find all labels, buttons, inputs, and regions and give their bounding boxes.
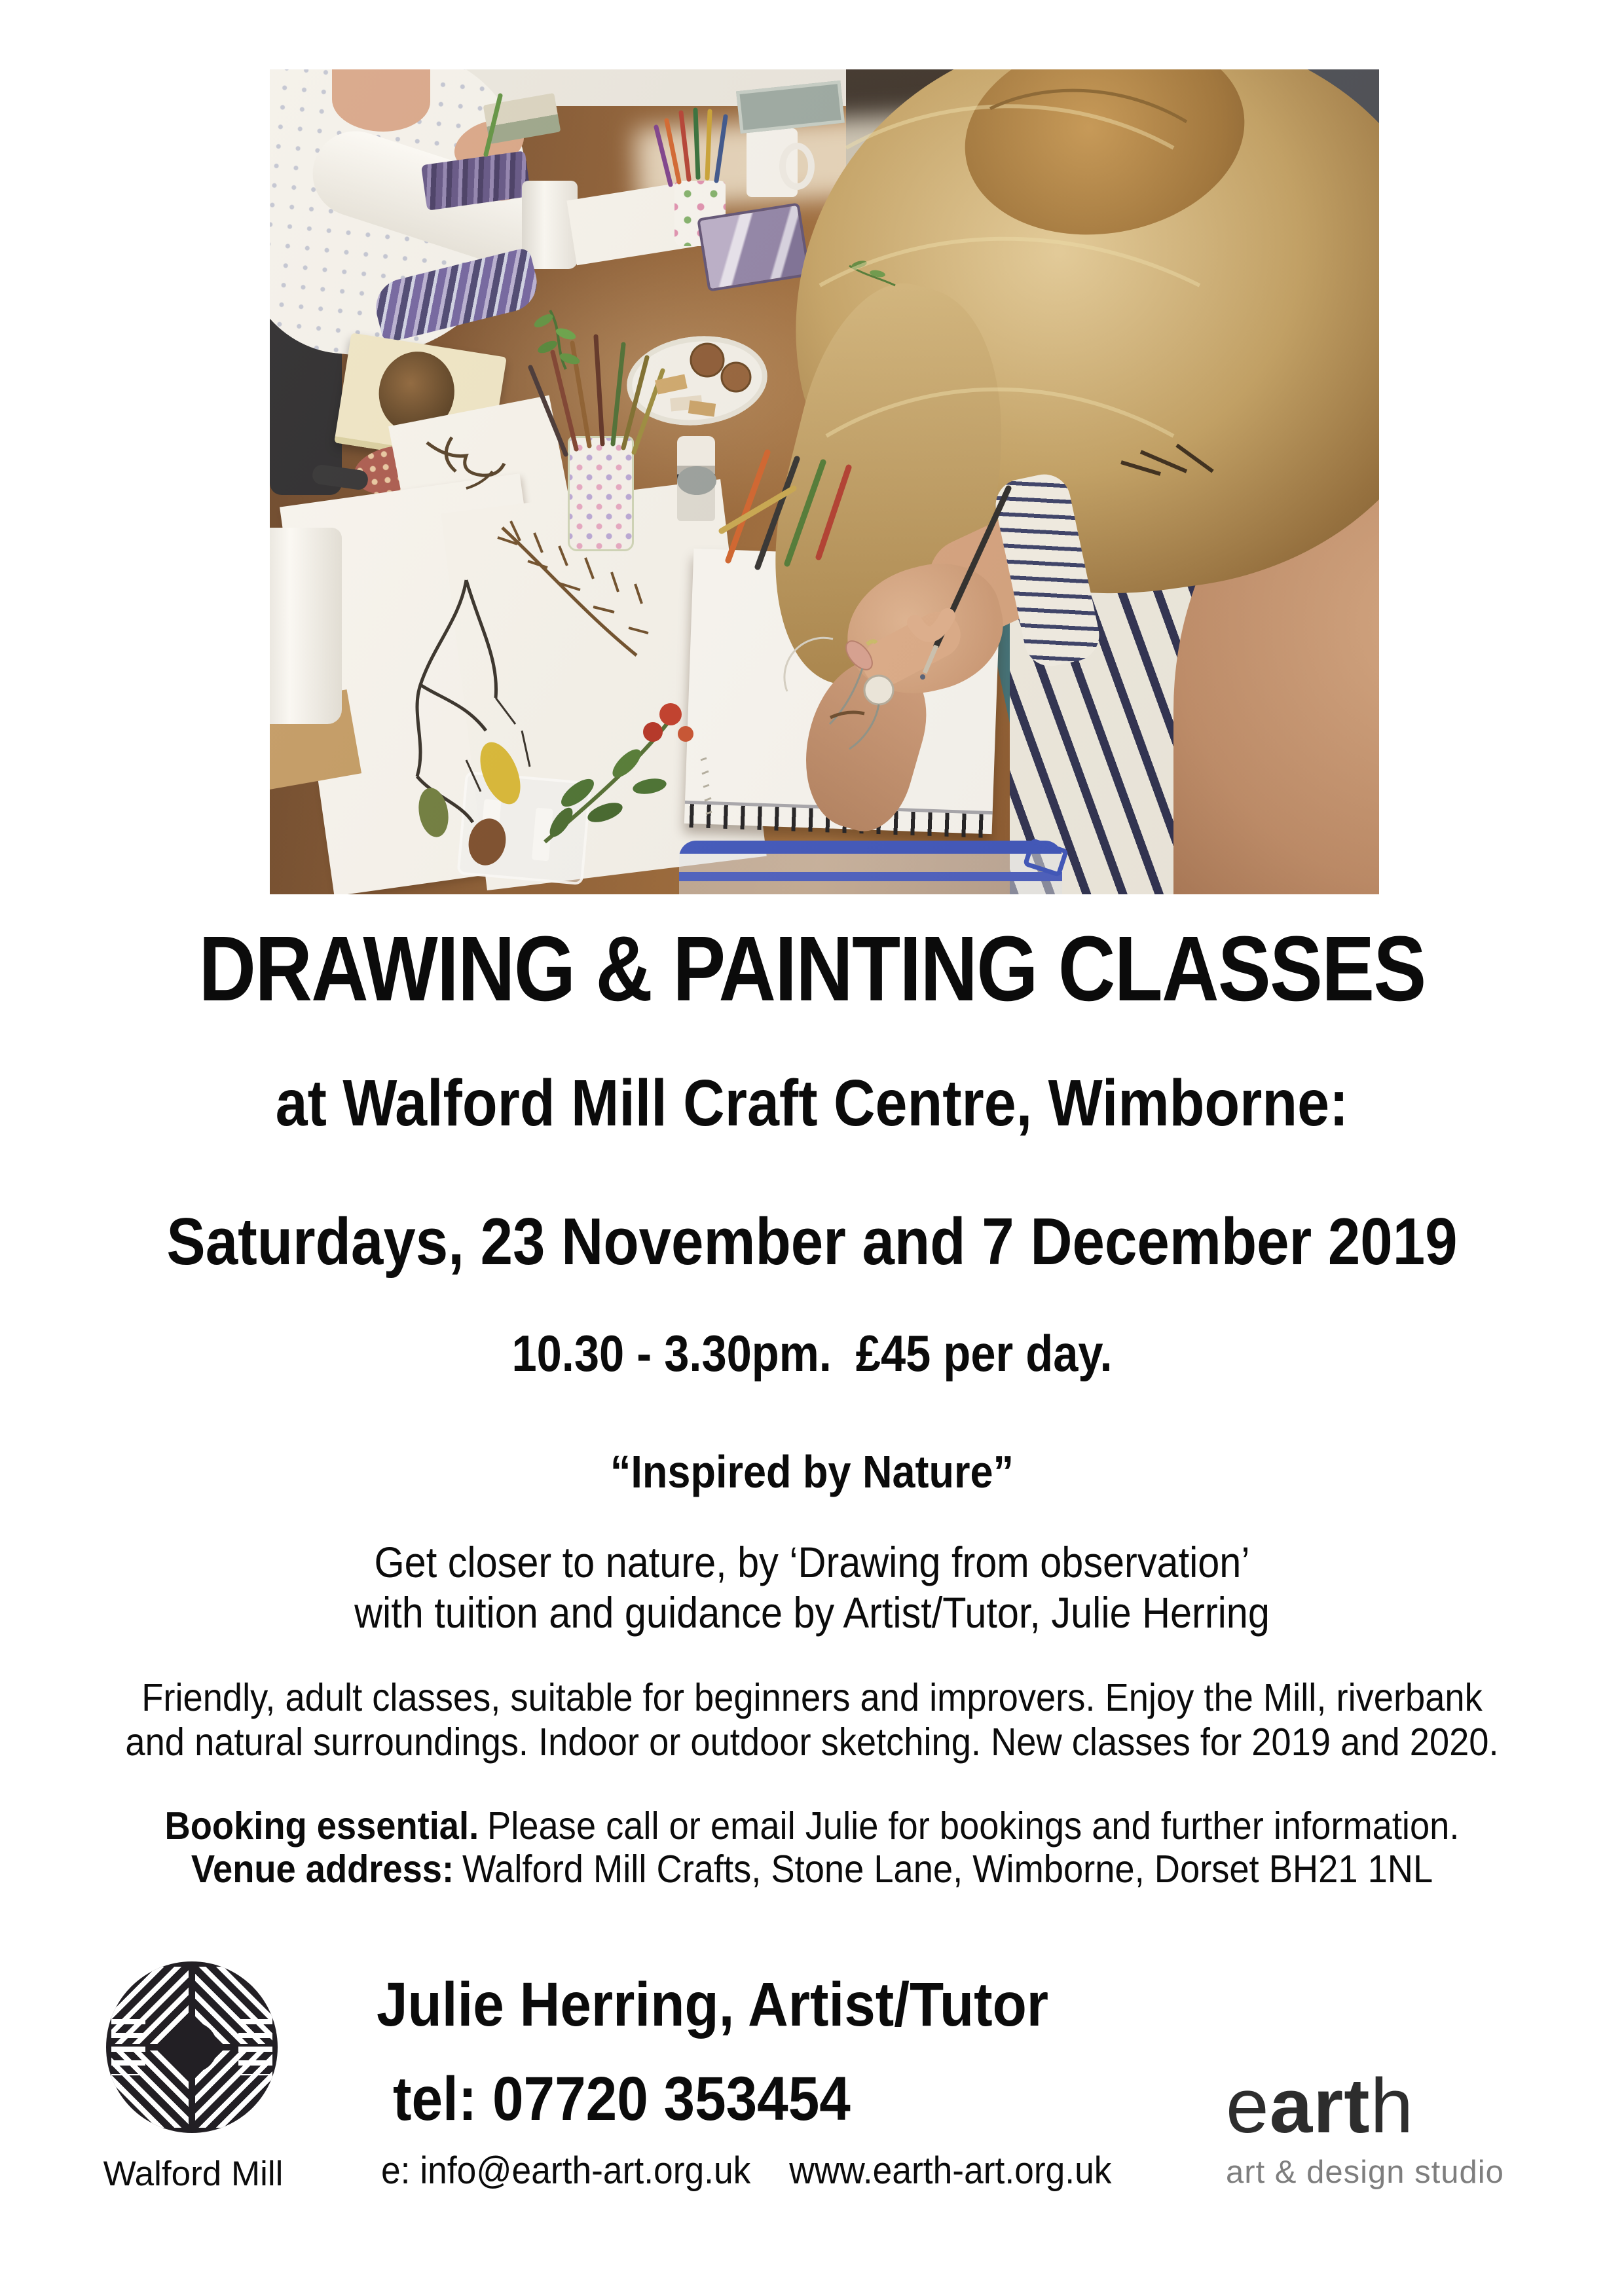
time-text: 10.30 - 3.30pm. — [511, 1324, 832, 1382]
rose-stem-specimen — [545, 703, 693, 842]
left-student-pencil — [486, 96, 500, 155]
earth-logo — [1226, 2063, 1504, 2191]
brown-leaf — [464, 815, 510, 869]
contact-line — [381, 2149, 1111, 2193]
price-text: £45 per day. — [855, 1324, 1113, 1382]
time-price-line — [98, 1324, 1526, 1383]
curled-fern-specimen — [427, 437, 504, 488]
twig-pieces — [1121, 445, 1213, 474]
details-paragraph — [65, 1676, 1559, 1765]
millstone-icon — [106, 1961, 278, 2133]
biscuits — [655, 344, 750, 417]
millstone-stripes — [238, 2019, 272, 2075]
email-text: e: info@earth-art.org.uk — [381, 2149, 751, 2192]
yellow-leaf — [472, 737, 528, 810]
eyebrow — [830, 712, 864, 718]
earth-wordmark — [1226, 2063, 1504, 2149]
venue-address-label: Venue address: — [191, 1848, 454, 1891]
photo-detail-overlay — [270, 69, 1379, 894]
flyer-title: DRAWING & PAINTING CLASSES — [198, 917, 1426, 1020]
earth-tagline: art & design studio — [1226, 2155, 1504, 2190]
theme-line: “Inspired by Nature” — [610, 1446, 1014, 1497]
earth-e: e — [1226, 2063, 1270, 2149]
booking-text: Please call or email Julie for bookings and further information. — [487, 1804, 1460, 1848]
pebble — [677, 466, 716, 495]
intro-line-2: with tuition and guidance by Artist/Tutor, Julie Herring — [354, 1588, 1270, 1637]
website-text: www.earth-art.org.uk — [789, 2149, 1112, 2192]
pot-pencil-bundle — [530, 337, 663, 454]
dates-line: Saturdays, 23 November and 7 December 2019 — [166, 1205, 1458, 1279]
venue-address-text: Walford Mill Crafts, Stone Lane, Wimborne, Dorset BH21 1NL — [462, 1848, 1433, 1891]
intro-line-1: Get closer to nature, by ‘Drawing from observation’ — [374, 1538, 1250, 1586]
details-line-2: and natural surroundings. Indoor or outdoor sketching. New classes for 2019 and 2020. — [125, 1720, 1499, 1764]
sketch-on-pad — [701, 636, 893, 814]
class-photograph — [270, 69, 1379, 894]
fern-frond-specimen — [498, 521, 648, 655]
millstone-stripes — [111, 2019, 145, 2075]
booking-paragraph — [65, 1804, 1559, 1891]
earth-art: art — [1269, 2063, 1371, 2149]
green-leaf — [415, 786, 452, 839]
walford-mill-label: Walford Mill — [103, 2155, 284, 2193]
telephone-line: tel: 07720 353454 — [393, 2064, 851, 2134]
details-line-1: Friendly, adult classes, suitable for beginners and improvers. Enjoy the Mill, riverbank — [141, 1676, 1483, 1719]
millstone-center — [166, 2022, 217, 2073]
intro-paragraph — [81, 1537, 1543, 1637]
venue-line: at Walford Mill Craft Centre, Wimborne: — [275, 1066, 1349, 1140]
booking-essential-label: Booking essential. — [164, 1804, 479, 1848]
scattered-pencils — [722, 452, 849, 567]
walford-mill-logo — [106, 1961, 278, 2133]
tutor-name-line: Julie Herring, Artist/Tutor — [377, 1970, 1049, 2039]
earth-h: h — [1370, 2063, 1414, 2149]
drawing-pencil — [915, 488, 1008, 680]
dotpot-pencils — [656, 110, 726, 185]
